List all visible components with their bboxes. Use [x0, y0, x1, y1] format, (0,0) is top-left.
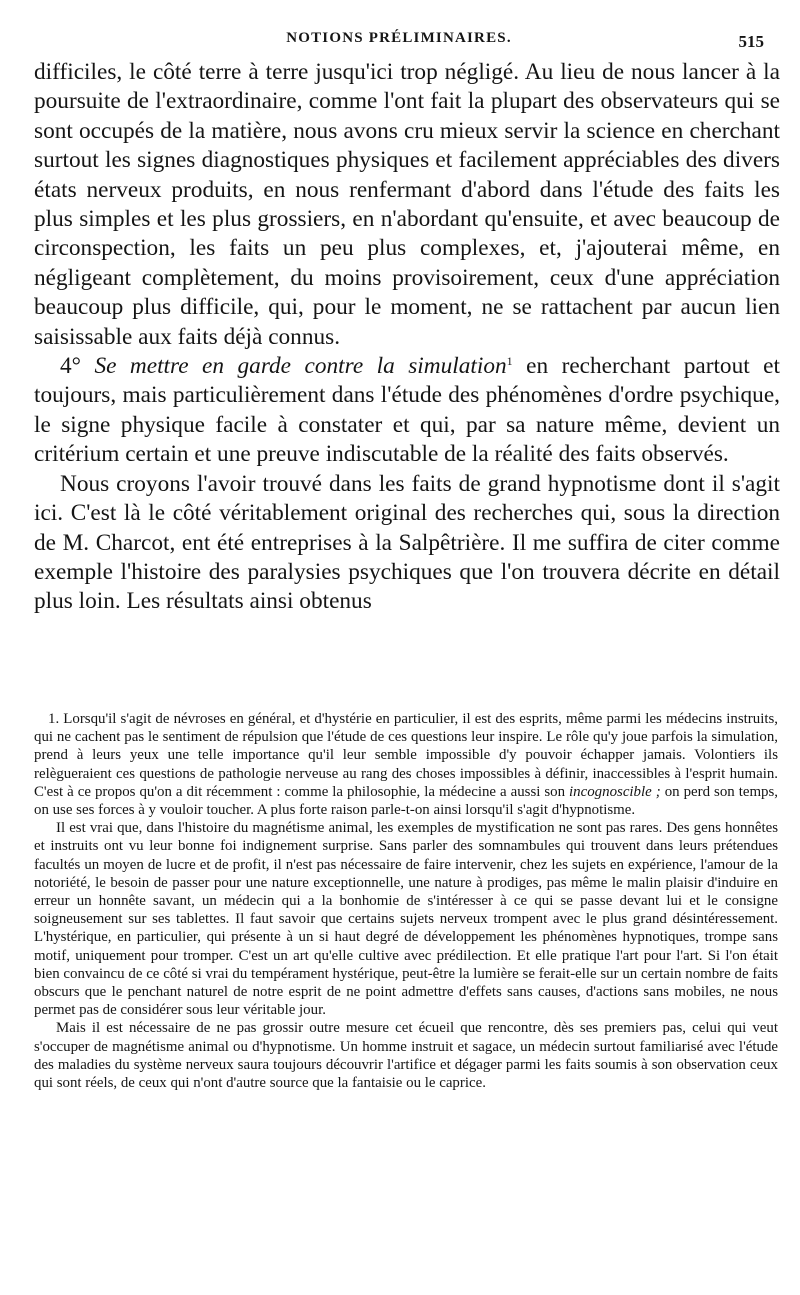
footnote-1-paragraph-3: Mais il est nécessaire de ne pas grossir outre mesure cet écueil que rencontre, dès ses premiers pas, celui qui veut s'occuper de magnétisme animal ou d'hypnotisme. Un homme instruit et sagace, un médecin surtout familiarisé avec l'étude des maladies du système nerveux saura toujours découvrir l'artifice et dégager parmi les faits soumis à son observation ceux qui sont réels, de ceux qui n'ont d'autre source que la fantaisie ou le caprice. — [34, 1020, 778, 1092]
footnote-1-paragraph-2: Il est vrai que, dans l'histoire du magnétisme animal, les exemples de mystification ne sont pas rares. Des gens honnêtes et instruits ont vu leur bonne foi indignement surprise. Sans parler des somnambules qui trouvent dans leurs prétendues facultés un moyen de lucre et de profit, il n'est pas nécessaire de faire intervenir, chez les sujets en expérience, l'amour de la notoriété, le besoin de passer pour une nature exceptionnelle, une nature à prodiges, pas même le malin plaisir d'induire en erreur un honnête savant, un médecin qui a la bonhomie de s'intéresser à ce qui se passe devant lui et le consigne soigneusement sur ses tablettes. Il faut savoir que certains sujets nerveux trompent avec le plus grand désintéressement. L'hystérique, en particulier, qui présente à un si haut degré de développement les phénomènes hypnotiques, trompe sans motif, uniquement pour tromper. C'est un art qu'elle cultive avec prédilection. Et elle pratique l'art pour l'art. Si l'on était bien convaincu de ce côté si vrai du tempérament hystérique, peut-être la lumière se ferait-elle sur un certain nombre de faits obscurs que le penchant naturel de notre esprit de ne point admettre d'effets sans causes, d'actions sans mobiles, ne nous permet pas de considérer sous leur véritable jour. — [34, 820, 778, 1019]
point-text: en recherchant partout et toujours, mais particulièrement dans l'étude des phénomènes d'ordre psychique, le signe physique facile à constater et qui, par sa nature même, devient un critérium certain et une preuve indiscutable de la réalité des faits observés. — [34, 353, 780, 468]
paragraph-charcot: Nous croyons l'avoir trouvé dans les faits de grand hypnotisme dont il s'agit ici. C'est là le côté véritablement original des recherches qui, sous la direction de M. Charcot, ent été entreprises à la Salpêtrière. Il me suffira de citer comme exemple l'histoire des paralysies psychiques que l'on trouvera décrite en détail plus loin. Les résultats ainsi obtenus — [34, 470, 780, 615]
point-number: 4° — [60, 353, 81, 380]
footnotes — [34, 710, 778, 1092]
footnote-number: 1. — [48, 711, 60, 727]
main-text — [34, 58, 780, 617]
running-title: NOTIONS PRÉLIMINAIRES. — [286, 30, 512, 46]
point-title: Se mettre en garde contre la simulation — [94, 353, 507, 380]
running-header — [34, 30, 764, 54]
footnote-1-italic: incognoscible ; — [569, 783, 661, 800]
footnote-1-text-a: Lorsqu'il s'agit de névroses en général, et d'hystérie en particulier, il est des esprits, même parmi les médecins instruits, qui ne cachent pas le sentiment de répulsion que l'étude de ces questions leur inspire. Le rôle qu'y joue parfois la simulation, prend à leurs yeux une telle importance qu'il leur semble impossible d'y pouvoir échapper jamais. Volontiers ils relègueraient ces questions de pathologie nerveuse au rang des choses impossibles à définir, inaccessibles à l'esprit humain. C'est à ce propos qu'on a dit récemment : comme la philosophie, la médecine a aussi son — [34, 711, 778, 800]
paragraph-point-4 — [34, 352, 780, 470]
page-number: 515 — [738, 32, 764, 51]
paragraph-continued: difficiles, le côté terre à terre jusqu'ici trop négligé. Au lieu de nous lancer à la poursuite de l'extraordinaire, comme l'ont fait la plupart des observateurs qui se sont occupés de la matière, nous avons cru mieux servir la science en cherchant surtout les signes diagnostiques physiques et facilement appréciables des divers états nerveux produits, en nous renfermant d'abord dans l'étude des faits les plus simples et les plus grossiers, en n'abordant qu'ensuite, et avec beaucoup de circonspection, les faits un peu plus complexes, et, j'ajouterai même, en négligeant complètement, du moins provisoirement, ceux d'une appréciation beaucoup plus difficile, qui, pour le moment, ne se rattachent par aucun lien saisissable aux faits déjà connus. — [34, 59, 780, 350]
footnote-1 — [34, 710, 778, 819]
footnote-1-text-b: on perd son temps, on use ses forces à y vouloir toucher. A plus forte raison parle-t-on ainsi lorsqu'il s'agit d'hypnotisme. — [34, 783, 778, 819]
footnote-reference[interactable]: 1 — [506, 354, 513, 369]
